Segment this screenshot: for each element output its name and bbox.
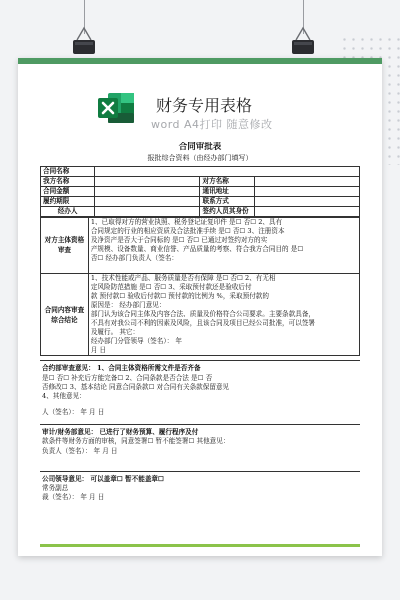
contract-name-value[interactable] (95, 166, 360, 176)
signer-label: 签约人员其身份 (200, 206, 254, 216)
qualification-line (91, 264, 357, 273)
content-review-line: 原因是： 经办部门意见： (90, 300, 166, 309)
content-review-line: 及履行。 其它： (90, 328, 140, 337)
our-party-value[interactable] (95, 176, 200, 186)
handler-value[interactable] (95, 206, 200, 216)
content-review-line: 月 日 (90, 346, 107, 355)
handler-label: 经办人 (41, 206, 95, 216)
bottom-accent-line (40, 544, 360, 547)
amount-value[interactable] (95, 186, 200, 196)
audit-dept-line: 审计/财务部意见： 已进行了财务预算、履行程序及付 (42, 427, 199, 436)
audit-dept-line: 款条件等财务方面的审核，同意签署☐ 暂不能签署☐ 其他意见： (42, 437, 230, 446)
qualification-review-content (88, 218, 359, 274)
amount-label: 合同金额 (41, 186, 95, 196)
period-value[interactable] (95, 196, 200, 206)
address-label: 通讯地址 (200, 186, 254, 196)
binder-clip-right-icon (290, 26, 316, 56)
counterparty-label: 对方名称 (200, 176, 254, 186)
binder-clip-left-icon (71, 26, 97, 56)
contract-dept-line: 人（签名）： 年 月 日 (42, 407, 105, 416)
top-accent-bar (18, 58, 382, 64)
content-review-line: 款 预付款☐ 验收后付款☐ 预付款的比例为 %，采取预付款的 (90, 291, 269, 300)
form-title: 合同审批表 (178, 142, 222, 152)
leader-line: 公司领导意见： 可以盖章☐ 暂不能盖章☐ (42, 474, 164, 483)
page-subtitle: word A4打印 随意修改 (151, 118, 273, 131)
audit-dept-section (40, 424, 360, 457)
signer-value[interactable] (254, 206, 359, 216)
period-label: 履约期限 (41, 196, 95, 206)
counterparty-value[interactable] (254, 176, 359, 186)
qualification-line: 及净资产是否大于合同标的 是☐ 否☐ 已通过对签约对方的实 (90, 236, 268, 245)
address-value[interactable] (254, 186, 359, 196)
approval-form (40, 142, 360, 544)
audit-dept-line: 负责人（签名）： 年 月 日 (42, 446, 118, 455)
content-review-content (88, 273, 359, 356)
contract-dept-section (40, 360, 360, 417)
contract-name-label: 合同名称 (41, 166, 95, 176)
qualification-review-label: 对方主体资格审查 (41, 218, 89, 274)
content-review-line: 部门认为该合同主体及内容合法、质量及价格符合公司要求。主要条款具备， (90, 310, 316, 318)
our-party-label: 我方名称 (41, 176, 95, 186)
contract-dept-line: 合约部审查意见： 1、合同主体资格所需文件是否齐备 (42, 364, 201, 373)
leader-line: 常务副总 (42, 484, 69, 493)
excel-icon (96, 88, 136, 128)
content-review-line: 定风险防范措施 是☐ 否☐ 3、采取预付款还是验收后付 (90, 282, 252, 291)
content-review-line: 不具有对我公司不利的因素及风险，且该合同及项目已经公司批准，可以签署 (90, 319, 316, 328)
paper-sheet (18, 58, 382, 556)
info-table (40, 166, 360, 217)
contract-dept-line: 否修改☐ 3、基本结论 同意合同条款☐ 对合同有关条款保留意见 (42, 383, 230, 392)
contract-dept-line: 4、其他意见： (42, 392, 86, 401)
review-table (40, 217, 360, 356)
qualification-line: 合同规定的行业的相应资质及合法批准手续 是☐ 否☐ 3、注册资本 (90, 227, 285, 236)
page-title: 财务专用表格 (156, 96, 253, 115)
contact-label: 联系方式 (200, 196, 254, 206)
contact-value[interactable] (254, 196, 359, 206)
content-review-line: 1、技术性能或产品、服务质量是否有保障 是☐ 否☐ 2、有无相 (90, 273, 276, 282)
content-review-label: 合同内容审查综合结论 (41, 273, 89, 356)
qualification-line: 产规模、设备数量、商业信誉、产品质量的考察、符合我方合同目的 是☐ (90, 245, 304, 254)
qualification-line: 否☐ 经办部门负责人（签名： (90, 254, 178, 263)
qualification-line: 1、已取得对方的营业执照、税务登记证复印件 是☐ 否☐ 2、具有 (90, 218, 283, 227)
content-review-line: 经办部门分管领导（签名）： 年 (90, 337, 182, 346)
leader-line: 裁（签名）： 年 月 日 (42, 493, 105, 502)
form-subtitle: 报批综合资料（由经办部门填写） (147, 154, 253, 163)
leader-section (40, 471, 360, 504)
contract-dept-line: 是☐ 否☐ 补充后方能完备☐ 2、合同条款是否合法 是☐ 否 (42, 373, 213, 382)
